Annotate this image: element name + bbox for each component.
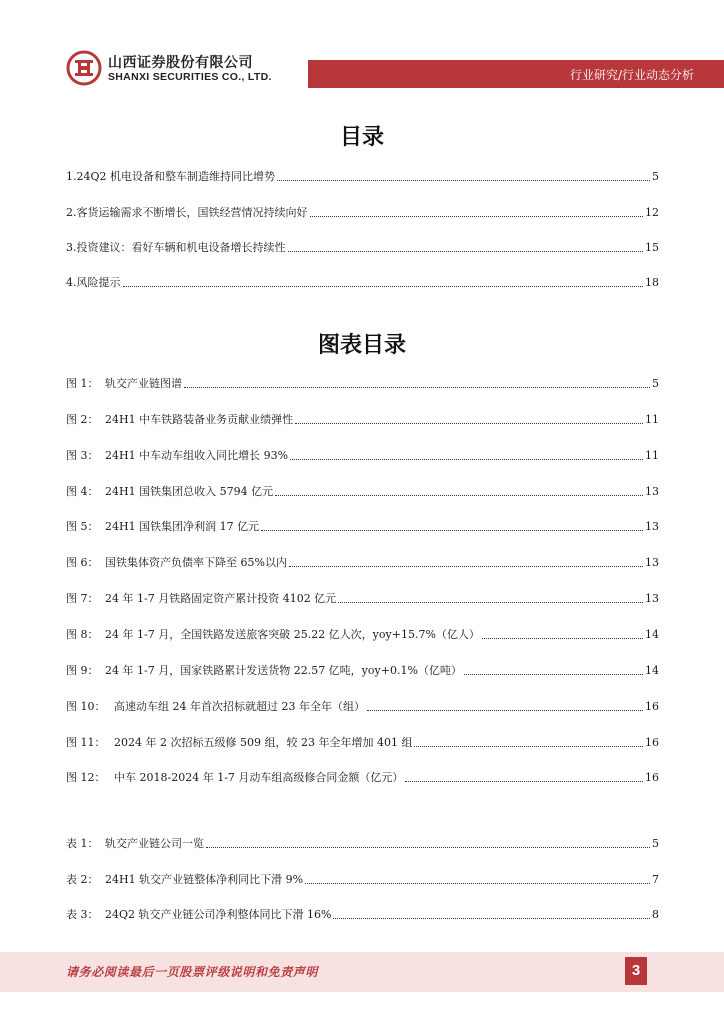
figure-entry-page: 13: [645, 556, 659, 569]
report-type-label: 行业研究/行业动态分析: [569, 68, 694, 82]
figure-entry-page: 16: [645, 771, 659, 784]
figure-entry-text: 24H1 中车铁路装备业务贡献业绩弹性: [105, 413, 294, 426]
toc-entry[interactable]: 3.投资建议：看好车辆和机电设备增长持续性 15: [66, 241, 659, 254]
company-logo-icon: [66, 50, 102, 86]
toc-entry-text: 24Q2 机电设备和整车制造维持同比增势: [76, 170, 276, 183]
figures-toc-title: 图表目录: [317, 333, 406, 358]
leader-dots: [464, 674, 643, 675]
leader-dots: [261, 530, 643, 531]
figure-entry-text: 2024 年 2 次招标五级修 509 组，较 23 年全年增加 401 组: [114, 736, 413, 749]
figure-entry-text: 24 年 1-7 月铁路固定资产累计投资 4102 亿元: [105, 592, 337, 605]
figure-entry-page: 16: [645, 736, 659, 749]
figure-entry[interactable]: [66, 445, 659, 463]
figure-entry-text: 国铁集体资产负债率下降至 65%以内: [105, 556, 287, 569]
leader-dots: [277, 180, 650, 181]
toc-entry[interactable]: 2.客货运输需求不断增长，国铁经营情况持续向好 12: [66, 206, 659, 219]
figure-number: 图 12：: [66, 771, 106, 784]
figure-entry-page: 13: [645, 485, 659, 498]
figure-entry-text: 中车 2018-2024 年 1-7 月动车组高级修合同金额（亿元）: [114, 771, 404, 784]
table-number: 表 2：: [66, 873, 99, 886]
figure-entry-page: 11: [645, 413, 659, 426]
toc-entry-text: 客货运输需求不断增长，国铁经营情况持续向好: [76, 206, 308, 219]
table-entry[interactable]: [66, 904, 659, 922]
figure-number: 图 5：: [66, 520, 99, 533]
table-entry-page: 5: [652, 837, 659, 850]
figure-number: 图 7：: [66, 592, 99, 605]
table-entry-text: 24H1 轨交产业链整体净利同比下滑 9%: [105, 873, 304, 886]
figure-entry-page: 13: [645, 592, 659, 605]
figure-entry[interactable]: [66, 516, 659, 534]
table-number: 表 1：: [66, 837, 99, 850]
toc-entry-page: 15: [645, 241, 659, 254]
table-entry[interactable]: [66, 869, 659, 887]
leader-dots: [123, 286, 644, 287]
figure-entry-page: 13: [645, 520, 659, 533]
figure-entry-text: 高速动车组 24 年首次招标就超过 23 年全年（组）: [114, 700, 365, 713]
figure-entry-text: 24H1 国铁集团总收入 5794 亿元: [105, 485, 274, 498]
leader-dots: [184, 387, 650, 388]
figure-number: 图 6：: [66, 556, 99, 569]
report-type-bar: [308, 60, 724, 88]
table-entry-page: 8: [652, 908, 659, 921]
page-footer: [0, 952, 724, 992]
figure-entry-text: 轨交产业链图谱: [105, 377, 182, 390]
toc-entry-page: 18: [645, 276, 659, 289]
figure-entry[interactable]: [66, 373, 659, 391]
toc-entry-text: 投资建议：看好车辆和机电设备增长持续性: [76, 241, 286, 254]
figure-entry-text: 24H1 国铁集团净利润 17 亿元: [105, 520, 260, 533]
table-entry-text: 轨交产业链公司一览: [105, 837, 204, 850]
figure-number: 图 11：: [66, 736, 106, 749]
table-entry[interactable]: [66, 833, 659, 851]
figure-entry-text: 24 年 1-7 月，国家铁路累计发送货物 22.57 亿吨，yoy+0.1%（亿吨）: [105, 664, 462, 677]
toc-entry[interactable]: 4.风险提示 18: [66, 276, 659, 289]
table-number: 表 3：: [66, 908, 99, 921]
figure-entry[interactable]: [66, 660, 659, 678]
figure-number: 图 2：: [66, 413, 99, 426]
company-name-en: SHANXI SECURITIES CO., LTD.: [108, 71, 272, 83]
figure-entry[interactable]: [66, 732, 659, 750]
company-name-cn: 山西证券股份有限公司: [108, 55, 253, 71]
page-number: 3: [625, 957, 647, 985]
figure-entry-page: 11: [645, 449, 659, 462]
toc-entry-page: 5: [652, 170, 659, 183]
figure-number: 图 9：: [66, 664, 99, 677]
toc-entry[interactable]: 1.24Q2 机电设备和整车制造维持同比增势 5: [66, 170, 659, 183]
figure-entry[interactable]: [66, 409, 659, 427]
leader-dots: [275, 495, 643, 496]
figure-entry-page: 14: [645, 628, 659, 641]
figure-entry[interactable]: [66, 767, 659, 785]
leader-dots: [333, 918, 650, 919]
table-entry-page: 7: [652, 873, 659, 886]
leader-dots: [305, 883, 650, 884]
figure-entry[interactable]: [66, 481, 659, 499]
leader-dots: [310, 216, 644, 217]
figure-entry[interactable]: [66, 552, 659, 570]
leader-dots: [405, 781, 643, 782]
table-entry-text: 24Q2 轨交产业链公司净利整体同比下滑 16%: [105, 908, 332, 921]
figure-entry-text: 24H1 中车动车组收入同比增长 93%: [105, 449, 289, 462]
leader-dots: [206, 847, 650, 848]
toc-entry-page: 12: [645, 206, 659, 219]
figure-entry-text: 24 年 1-7 月，全国铁路发送旅客突破 25.22 亿人次，yoy+15.7%（亿人）: [105, 628, 480, 641]
leader-dots: [414, 746, 643, 747]
toc-title: 目录: [339, 125, 384, 150]
figure-entry[interactable]: [66, 588, 659, 606]
leader-dots: [289, 566, 643, 567]
leader-dots: [295, 423, 643, 424]
leader-dots: [367, 710, 643, 711]
leader-dots: [482, 638, 643, 639]
figure-number: 图 8：: [66, 628, 99, 641]
figure-entry-page: 14: [645, 664, 659, 677]
leader-dots: [290, 459, 643, 460]
leader-dots: [338, 602, 643, 603]
figure-entry-page: 5: [652, 377, 659, 390]
disclaimer-text: 请务必阅读最后一页股票评级说明和免责声明: [66, 965, 319, 979]
figure-number: 图 1：: [66, 377, 99, 390]
page-header: [0, 0, 724, 100]
toc-entry-text: 风险提示: [76, 276, 121, 289]
leader-dots: [288, 251, 644, 252]
figure-number: 图 4：: [66, 485, 99, 498]
figure-number: 图 10：: [66, 700, 106, 713]
figure-entry[interactable]: [66, 624, 659, 642]
figure-entry-page: 16: [645, 700, 659, 713]
figure-entry[interactable]: [66, 696, 659, 714]
figure-number: 图 3：: [66, 449, 99, 462]
